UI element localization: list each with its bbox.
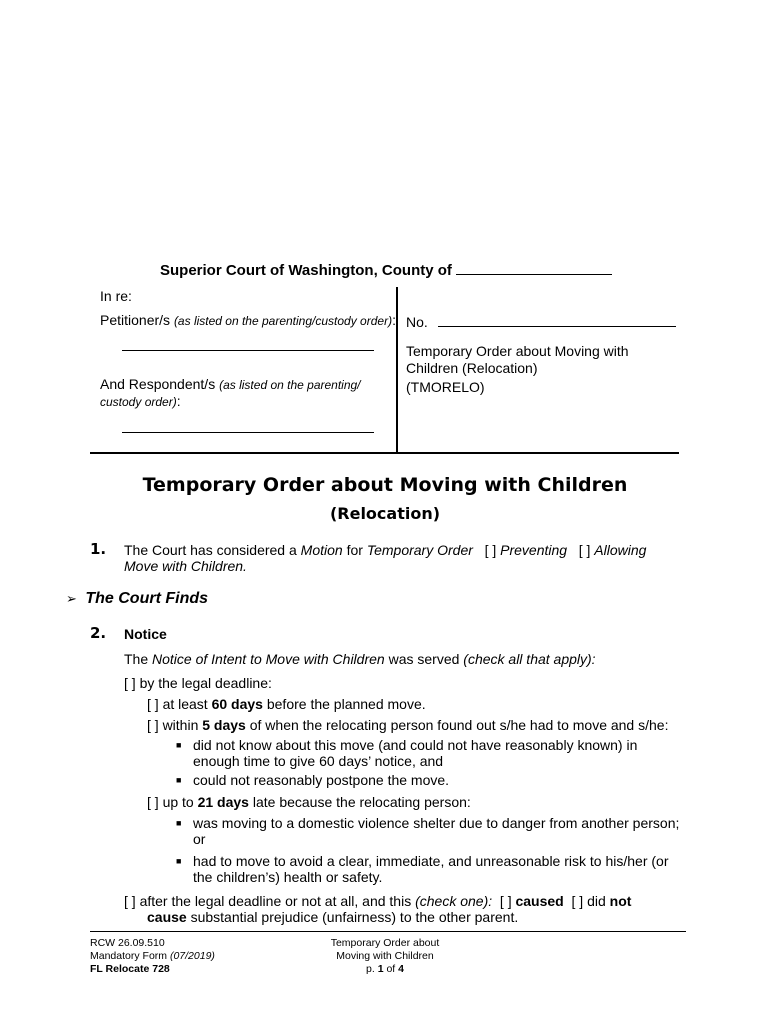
respondent-note-2: custody order):: [100, 393, 181, 409]
footer-title-line1: Temporary Order about: [330, 937, 440, 949]
respondent-name-field[interactable]: [122, 418, 374, 433]
did-not-cause-checkbox[interactable]: [ ]: [571, 893, 584, 909]
bullet-3-line1: was moving to a domestic violence shelter due to danger from another person;: [193, 815, 680, 831]
court-finds-heading: ➢ The Court Finds: [66, 590, 209, 607]
caption-horizontal-divider: [90, 452, 679, 454]
bullet-1-line2: enough time to give 60 days’ notice, and: [193, 753, 444, 769]
footer-mandatory: Mandatory Form (07/2019): [90, 950, 215, 962]
petitioner-label: Petitioner/s (as listed on the parenting/custody order):: [100, 312, 396, 328]
footer-page-number: p. 1 of 4: [366, 963, 404, 975]
respondent-note: (as listed on the parenting/: [219, 378, 361, 392]
footer-left: [90, 937, 215, 976]
bullet-icon: ■: [176, 775, 182, 785]
21-days-checkbox[interactable]: [ ]: [147, 794, 159, 810]
petitioner-note: (as listed on the parenting/custody order): [173, 314, 393, 328]
document-subtitle: (Relocation): [329, 504, 441, 523]
5-days-checkbox[interactable]: [ ]: [147, 717, 159, 733]
notice-intro: The Notice of Intent to Move with Children was served (check all that apply):: [124, 651, 596, 667]
in-re-label: In re:: [100, 288, 132, 304]
bullet-icon: ■: [176, 856, 182, 866]
allowing-checkbox[interactable]: [ ]: [578, 542, 591, 558]
preventing-checkbox[interactable]: [ ]: [484, 542, 497, 558]
respondent-label: And Respondent/s (as listed on the parenting/: [100, 376, 361, 392]
form-title-line1: Temporary Order about Moving with: [406, 343, 629, 359]
after-deadline-checkbox[interactable]: [ ]: [124, 893, 136, 909]
option-60-days: [ ] at least 60 days before the planned move.: [147, 696, 426, 712]
section-2-number: 2.: [90, 624, 107, 642]
section-1-line2: Move with Children.: [124, 558, 247, 574]
case-number-field[interactable]: [438, 326, 676, 327]
bullet-3-line2: or: [193, 831, 206, 847]
option-after-deadline: [ ] after the legal deadline or not at all, and this (check one): [ ] caused [ ] did not: [124, 893, 632, 909]
bullet-icon: ■: [176, 740, 182, 750]
option-after-deadline-line2: cause substantial prejudice (unfairness) to the other parent.: [147, 909, 519, 925]
section-1-number: 1.: [90, 540, 107, 558]
case-number-label: No.: [406, 314, 428, 330]
document-title: Temporary Order about Moving with Children: [142, 474, 628, 496]
footer-title-line2: Moving with Children: [336, 950, 434, 962]
court-title-text: Superior Court of Washington, County of: [160, 262, 452, 279]
form-title-line2: Children (Relocation): [406, 360, 538, 376]
court-title: [160, 262, 612, 279]
legal-deadline-checkbox[interactable]: [ ]: [124, 675, 136, 691]
option-5-days: [ ] within 5 days of when the relocating person found out s/he had to move and s/he:: [147, 717, 669, 733]
section-2-heading: Notice: [124, 626, 167, 642]
bullet-4-line2: the children’s) health or safety.: [193, 869, 383, 885]
caption-vertical-divider: [396, 287, 398, 454]
footer-form-number: FL Relocate 728: [90, 963, 170, 975]
bullet-4-line1: had to move to avoid a clear, immediate, and unreasonable risk to his/her (or: [193, 853, 669, 869]
bullet-1-line1: did not know about this move (and could not have reasonably known) in: [193, 737, 638, 753]
footer-rule: [90, 931, 686, 932]
footer-rcw: RCW 26.09.510: [90, 937, 165, 949]
bullet-2: could not reasonably postpone the move.: [193, 772, 450, 788]
footer-center: [300, 937, 470, 976]
option-21-days: [ ] up to 21 days late because the relocating person:: [147, 794, 471, 810]
section-1-line1: The Court has considered a Motion for Temporary Order [ ] Preventing [ ] Allowing: [124, 542, 647, 558]
bullet-icon: ■: [176, 818, 182, 828]
60-days-checkbox[interactable]: [ ]: [147, 696, 159, 712]
petitioner-name-field[interactable]: [122, 336, 374, 351]
case-number: [406, 314, 676, 331]
form-code: (TMORELO): [406, 379, 485, 395]
caused-checkbox[interactable]: [ ]: [499, 893, 512, 909]
option-legal-deadline: [ ] by the legal deadline:: [124, 675, 272, 691]
arrow-icon: ➢: [66, 592, 77, 607]
county-field[interactable]: [456, 274, 612, 275]
